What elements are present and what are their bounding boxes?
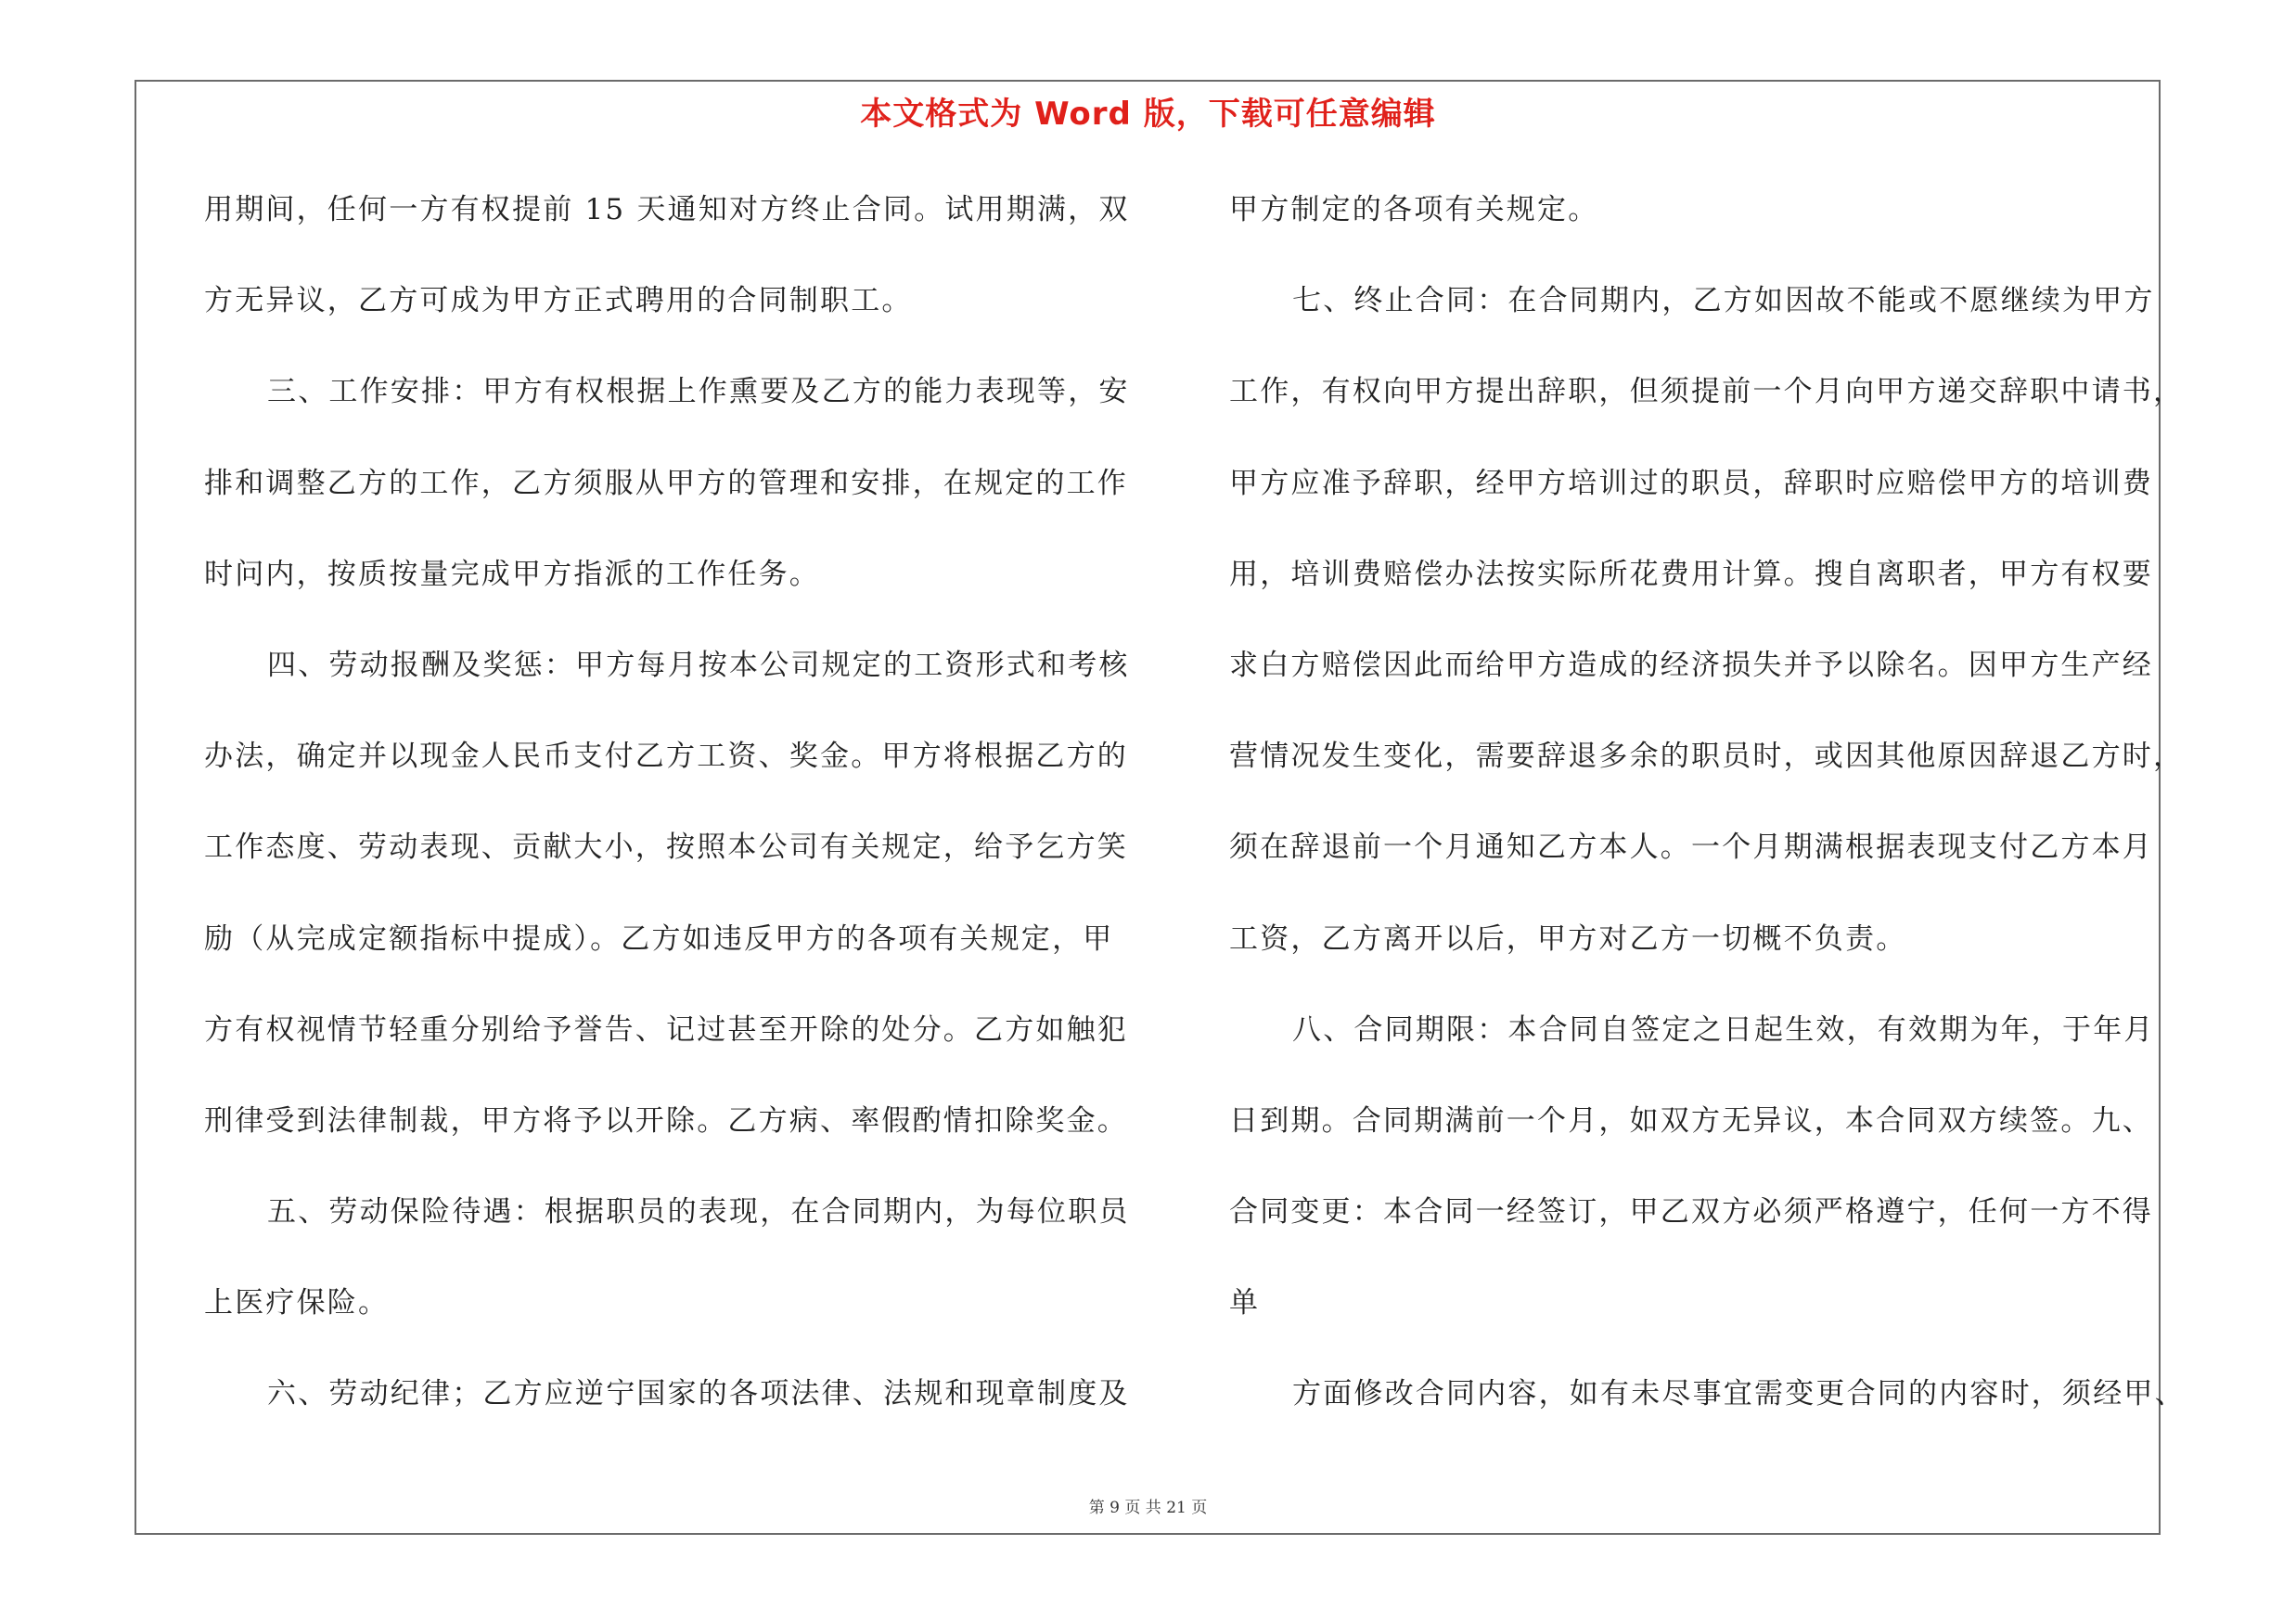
text-line: 工资，乙方离开以后，甲方对乙方一切概不负责。 — [1229, 921, 1907, 956]
text-line: 八、合同期限：本合同自签定之日起生效，有效期为年，于年月 — [1292, 1012, 2155, 1047]
text-line: 求白方赔偿因此而给甲方造成的经济损失并予以除名。因甲方生产经 — [1229, 648, 2153, 682]
text-line: 四、劳动报酬及奖惩：甲方每月按本公司规定的工资形式和考核 — [267, 648, 1130, 682]
right-column — [1229, 182, 2186, 1458]
text-line: 日到期。合同期满前一个月，如双方无异议，本合同双方续签。九、 — [1229, 1103, 2153, 1138]
text-line: 工作态度、劳动表现、贡献大小，按照本公司有关规定，给予乞方笑 — [204, 831, 1128, 865]
format-banner: 本文格式为 Word 版，下载可任意编辑 — [860, 96, 1436, 133]
text-line: 励（从完成定额指标中提成）。乙方如违反甲方的各项有关规定，甲 — [204, 921, 1114, 956]
text-line: 六、劳动纪律；乙方应逆宁国家的各项法律、法规和现章制度及 — [267, 1377, 1130, 1411]
text-line: 营情况发生变化，需要辞退多余的职员时，或因其他原因辞退乙方时， — [1229, 740, 2185, 774]
text-line: 用期间，任何一方有权提前 15 天通知对方终止合同。试用期满，双 — [204, 193, 1130, 226]
text-line: 方无异议，乙方可成为甲方正式聘用的合同制职工。 — [204, 284, 913, 318]
text-line: 甲方制定的各项有关规定。 — [1229, 193, 1599, 226]
text-line: 办法，确定并以现金人民币支付乙方工资、奖金。甲方将根据乙方的 — [204, 740, 1128, 774]
text-line: 五、劳动保险待遇：根据职员的表现，在合同期内，为每位职员 — [267, 1195, 1130, 1230]
text-line: 合同变更：本合同一经签订，甲乙双方必须严格遵宁，任何一方不得 — [1229, 1195, 2153, 1230]
left-column — [204, 182, 1130, 1458]
text-line: 上医疗保险。 — [204, 1286, 390, 1320]
text-line: 方有权视情节轻重分别给予誉告、记过甚至开除的处分。乙方如触犯 — [204, 1012, 1128, 1047]
text-line: 甲方应准予辞职，经甲方培训过的职员，辞职时应赔偿甲方的培训费 — [1229, 466, 2153, 500]
text-line: 七、终止合同：在合同期内，乙方如因故不能或不愿继续为甲方 — [1292, 284, 2155, 318]
text-line: 刑律受到法律制裁，甲方将予以开除。乙方病、率假酌情扣除奖金。 — [204, 1103, 1128, 1138]
text-line: 方面修改合同内容，如有未尽事宜需变更合同的内容时，须经甲、 — [1292, 1377, 2186, 1411]
text-line: 时问内，按质按量完成甲方指派的工作任务。 — [204, 557, 820, 591]
text-line: 工作，有权向甲方提出辞职，但须提前一个月向甲方递交辞职中请书， — [1229, 375, 2185, 409]
text-line: 须在辞退前一个月通知乙方本人。一个月期满根据表现支付乙方本月 — [1229, 831, 2153, 865]
page-number-footer: 第 9 页 共 21 页 — [1088, 1499, 1208, 1517]
text-line: 排和调整乙方的工作，乙方须服从甲方的管理和安排，在规定的工作 — [204, 466, 1128, 500]
text-line: 用，培训费赔偿办法按实际所花费用计算。搜自离职者，甲方有权要 — [1229, 557, 2153, 591]
text-line: 单 — [1229, 1286, 1261, 1320]
text-line: 三、工作安排：甲方有权根据上作熏要及乙方的能力表现等，安 — [267, 375, 1130, 409]
